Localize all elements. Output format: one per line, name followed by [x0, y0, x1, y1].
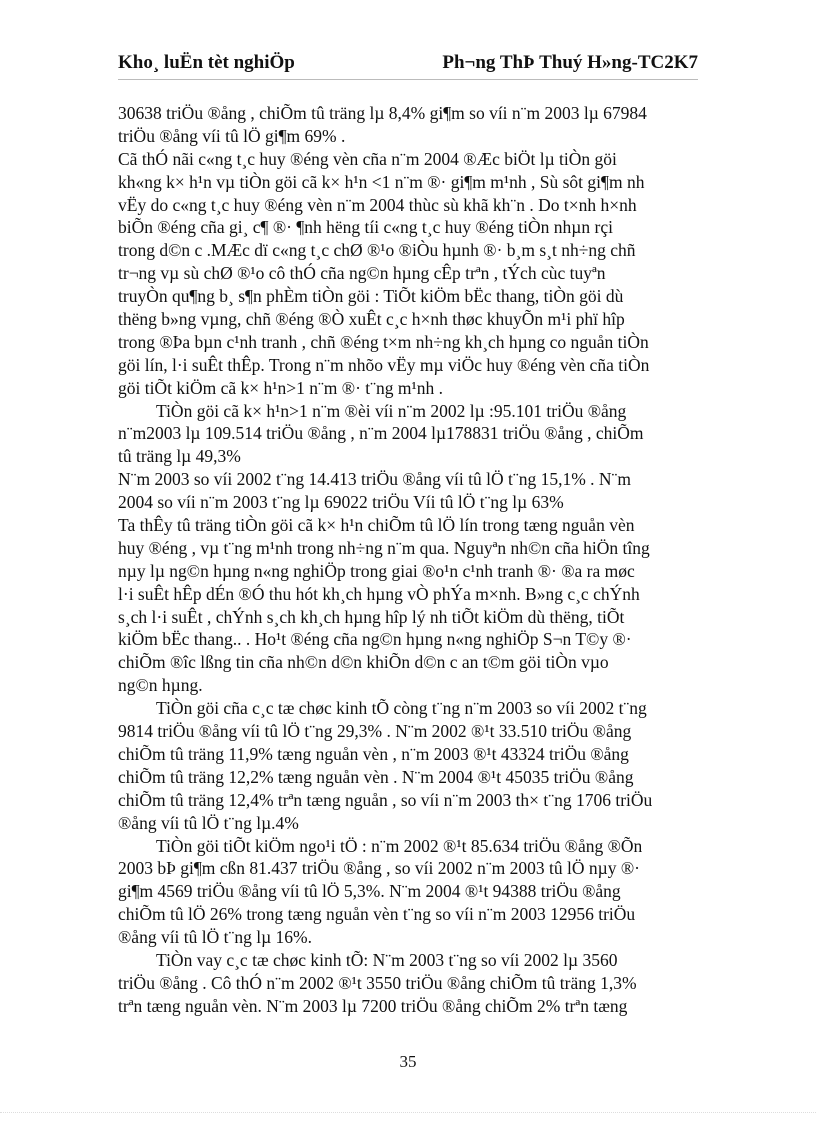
- text-line: truyÒn qu¶ng b¸ s¶n phÈm tiÒn göi : TiÕt kiÖm bËc thang, tiÒn göi dù: [118, 286, 624, 307]
- page-number: 35: [399, 1052, 417, 1071]
- text-line: chiÕm tû träng 11,9% tæng nguån vèn , n¨m 2003 ®¹t 43324 triÖu ®ång: [118, 743, 629, 764]
- text-line: göi lín, l·i suÊt thÊp. Trong n¨m nhõo vËy mµ viÖc huy ®éng vèn cña tiÒn: [118, 354, 650, 375]
- text-line: chiÕm tû lÖ 26% trong tæng nguån vèn t¨ng so víi n¨m 2003 12956 triÖu: [118, 904, 636, 925]
- page-bottom-edge: [0, 1112, 816, 1113]
- text-line: biÕn ®éng cña gi¸ c¶ ®· ¶nh hëng tíi c«ng t¸c huy ®éng tiÒn nhµn rçi: [118, 217, 613, 238]
- text-line: TiÒn göi cña c¸c tæ chøc kinh tÕ còng t¨ng n¨m 2003 so víi 2002 t¨ng: [156, 698, 647, 719]
- text-line: thëng b»ng vµng, chñ ®éng ®Ò xuÊt c¸c h×nh thøc khuyÕn m¹i phï hîp: [118, 309, 625, 330]
- text-line: triÖu ®ång . Cô thÓ n¨m 2002 ®¹t 3550 triÖu ®ång chiÕm tû träng 1,3%: [118, 972, 637, 993]
- text-line: 2004 so víi n¨m 2003 t¨ng lµ 69022 triÖu Víi tû lÖ t¨ng lµ 63%: [118, 492, 564, 513]
- text-line: trong d©n c .MÆc dï c«ng t¸c chØ ®¹o ®iÒu hµnh ®· b¸m s¸t nh÷ng chñ: [118, 240, 636, 261]
- text-line: trªn tæng nguån vèn. N¨m 2003 lµ 7200 triÖu ®ång chiÕm 2% trªn tæng: [118, 995, 628, 1016]
- text-line: chiÕm ®îc lßng tin cña nh©n d©n khiÕn d©n c an t©m göi tiÒn vµo: [118, 652, 609, 673]
- text-line: Cã thÓ nãi c«ng t¸c huy ®éng vèn cña n¨m 2004 ®Æc biÖt lµ tiÒn göi: [118, 148, 617, 169]
- text-line: l·i suÊt hÊp dÉn ®Ó thu hót kh¸ch hµng vÒ phÝa m×nh. B»ng c¸c chÝnh: [118, 583, 640, 604]
- text-line: Ta thÊy tû träng tiÒn göi cã k× h¹n chiÕm tû lÖ lín trong tæng nguån vèn: [118, 515, 635, 536]
- text-line: triÖu ®ång víi tû lÖ gi¶m 69% .: [118, 125, 346, 146]
- text-line: TiÒn göi cã k× h¹n>1 n¨m ®èi víi n¨m 2002 lµ :95.101 triÖu ®ång: [156, 400, 627, 421]
- text-line: TiÒn vay c¸c tæ chøc kinh tÕ: N¨m 2003 t¨ng so víi 2002 lµ 3560: [156, 949, 618, 970]
- text-line: tr¬ng vµ sù chØ ®¹o cô thÓ cña ng©n hµng cÊp trªn , tÝch cùc tuyªn: [118, 263, 606, 284]
- body-text: [118, 102, 698, 1018]
- text-line: ®ång víi tû lÖ t¨ng lµ 16%.: [118, 927, 312, 948]
- text-line: ng©n hµng.: [118, 675, 203, 696]
- text-line: N¨m 2003 so víi 2002 t¨ng 14.413 triÖu ®ång víi tû lÖ t¨ng 15,1% . N¨m: [118, 469, 631, 490]
- text-line: trong ®Þa bµn c¹nh tranh , chñ ®éng t×m nh÷ng kh¸ch hµng co nguån tiÒn: [118, 331, 649, 352]
- running-header: [118, 52, 698, 76]
- text-line: vËy do c«ng t¸c huy ®éng vèn n¨m 2004 thùc sù khã kh¨n . Do t×nh h×nh: [118, 194, 637, 215]
- text-line: 9814 triÖu ®ång víi tû lÖ t¨ng 29,3% . N¨m 2002 ®¹t 33.510 triÖu ®ång: [118, 721, 632, 742]
- text-line: ®ång víi tû lÖ t¨ng lµ.4%: [118, 812, 299, 833]
- header-author: Ph¬ng ThÞ Thuý H»ng-TC2K7: [442, 52, 698, 73]
- text-line: 30638 triÖu ®ång , chiÕm tû träng lµ 8,4% gi¶m so víi n¨m 2003 lµ 67984: [118, 103, 647, 123]
- text-line: tû träng lµ 49,3%: [118, 446, 241, 467]
- text-line: n¨m2003 lµ 109.514 triÖu ®ång , n¨m 2004 lµ178831 triÖu ®ång , chiÕm: [118, 423, 644, 444]
- text-line: gi¶m 4569 triÖu ®ång víi tû lÖ 5,3%. N¨m 2004 ®¹t 94388 triÖu ®ång: [118, 881, 621, 902]
- header-divider: [118, 79, 698, 80]
- text-line: chiÕm tû träng 12,4% trªn tæng nguån , so víi n¨m 2003 th× t¨ng 1706 triÖu: [118, 789, 653, 810]
- header-title: Kho¸ luËn tèt nghiÖp: [118, 52, 295, 73]
- text-line: huy ®éng , vµ t¨ng m¹nh trong nh÷ng n¨m qua. Nguyªn nh©n cña hiÖn tîng: [118, 537, 650, 558]
- text-line: kiÖm bËc thang.. . Ho¹t ®éng cña ng©n hµng n«ng nghiÖp S¬n T©y ®·: [118, 629, 632, 650]
- text-line: nµy lµ ng©n hµng n«ng nghiÖp trong giai ®o¹n c¹nh tranh ®· ®a ra møc: [118, 560, 635, 581]
- text-line: s¸ch l·i suÊt , chÝnh s¸ch kh¸ch hµng hîp lý nh tiÕt kiÖm dù thëng, tiÕt: [118, 606, 625, 627]
- text-line: chiÕm tû träng 12,2% tæng nguån vèn . N¨m 2004 ®¹t 45035 triÖu ®ång: [118, 766, 634, 787]
- text-line: 2003 bÞ gi¶m cßn 81.437 triÖu ®ång , so víi 2002 n¨m 2003 tû lÖ nµy ®·: [118, 858, 640, 879]
- text-line: göi tiÕt kiÖm cã k× h¹n>1 n¨m ®· t¨ng m¹nh .: [118, 377, 443, 398]
- text-line: TiÒn göi tiÕt kiÖm ngo¹i tÖ : n¨m 2002 ®¹t 85.634 triÖu ®ång ®Õn: [156, 835, 643, 856]
- text-line: kh«ng k× h¹n vµ tiÒn göi cã k× h¹n <1 n¨m ®· gi¶m m¹nh , Sù sôt gi¶m nh: [118, 171, 645, 192]
